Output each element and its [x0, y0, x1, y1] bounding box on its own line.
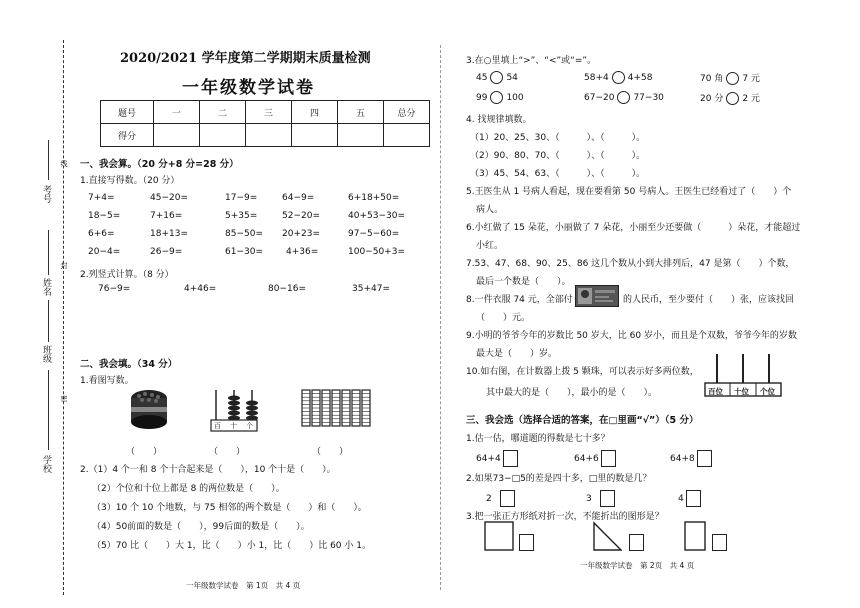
score-header-cell: 总分 — [384, 101, 430, 124]
calc-item: 5+35= — [225, 211, 258, 221]
compare-right: 2 元 — [742, 94, 760, 104]
stick-bundle-picture — [127, 388, 171, 430]
choice-checkbox[interactable] — [503, 450, 518, 467]
answer-blank[interactable]: （ ） — [312, 447, 349, 457]
choice-checkbox[interactable] — [600, 490, 615, 507]
margin-fill-line — [48, 140, 49, 180]
calc-item: 61−30= — [225, 247, 263, 257]
section2-q2-line: （5）70 比（ ）大 1，比（ ）小 1，比（ ）比 60 小 1。 — [92, 541, 371, 551]
calc-item: 6+18+50= — [348, 193, 400, 203]
q8-line-start: 8.一件衣服 74 元，全部付 — [466, 295, 573, 305]
calc-item: 40+53−30= — [348, 211, 405, 221]
compare-right: 54 — [506, 73, 518, 83]
compare-left: 58+4 — [584, 73, 609, 83]
q5-line: 病人。 — [476, 205, 504, 215]
q10-line: 10.如右图，在计数器上拨 5 颗珠，可以表示好多两位数， — [466, 367, 699, 377]
answer-blank[interactable]: （ ） — [126, 447, 163, 457]
choice-checkbox[interactable] — [519, 534, 534, 551]
compare-right: 4+58 — [627, 73, 653, 83]
abacus-label-ones: 个位 — [760, 387, 775, 396]
vertical-calc-item: 35+47= — [352, 284, 390, 294]
margin-xian: 线 — [60, 160, 68, 167]
score-header-cell: 二 — [200, 101, 246, 124]
section1-q2-title: 2.列竖式计算。（8 分） — [80, 270, 174, 280]
score-cell[interactable] — [384, 124, 430, 147]
s3-q2: 2.如果73−□5的差是四十多，□里的数是几？ — [466, 474, 652, 484]
choice-option — [678, 490, 703, 507]
choice-checkbox[interactable] — [686, 490, 701, 507]
binding-line — [63, 40, 64, 595]
rectangle-shape — [684, 521, 708, 551]
q4-item: （1）20、25、30、（ ）、（ ）。 — [470, 133, 646, 143]
compare-right: 77−30 — [633, 93, 664, 103]
compare-circle[interactable] — [490, 91, 503, 104]
section2-q2-line: （4）50前面的数是（ ），99后面的数是（ ）。 — [92, 522, 310, 532]
choice-text: 4 — [678, 494, 684, 504]
compare-item — [584, 71, 652, 84]
compare-circle[interactable] — [490, 71, 503, 84]
vertical-calc-item: 4+46= — [184, 284, 217, 294]
calc-item: 64−9= — [282, 193, 315, 203]
compare-circle[interactable] — [612, 71, 625, 84]
left-footer: 一年级数学试卷 第 1页 共 4 页 — [186, 581, 301, 590]
s3-q3: 3.把一张正方形纸对折一次，不能折出的图形是？ — [466, 512, 664, 522]
section2-q1-title: 1.看图写数。 — [80, 376, 134, 386]
calc-item: 85−50= — [225, 229, 263, 239]
compare-left: 67−20 — [584, 93, 615, 103]
calc-item: 4+36= — [286, 247, 319, 257]
choice-text: 64+6 — [574, 454, 599, 464]
score-table-header-row — [101, 101, 430, 124]
exam-title: 2020/2021 学年度第二学期期末质量检测 — [120, 51, 371, 66]
q6-line: 小红。 — [476, 241, 504, 251]
right-page — [440, 0, 860, 608]
section1-q1-title: 1.直接写得数。（20 分） — [80, 176, 180, 186]
compare-right: 100 — [506, 93, 524, 103]
choice-option — [670, 450, 714, 467]
compare-item — [476, 71, 518, 84]
answer-blank[interactable]: （ ） — [209, 447, 246, 457]
calc-item: 52−20= — [282, 211, 320, 221]
section1-title: 一、我会算。（20 分+8 分=28 分） — [80, 159, 239, 170]
q7-line: 最后一个数是（ ）。 — [476, 277, 571, 287]
score-cell[interactable] — [200, 124, 246, 147]
choice-text: 64+4 — [476, 454, 501, 464]
q4-title: 4. 找规律填数。 — [466, 115, 532, 125]
section2-title: 二、我会填。（34 分） — [80, 359, 178, 370]
q10-line: 其中最大的是（ ），最小的是（ ）。 — [486, 388, 658, 398]
score-table — [100, 100, 430, 147]
choice-option — [476, 450, 520, 467]
compare-item — [476, 91, 524, 104]
compare-item — [700, 91, 760, 105]
compare-left: 45 — [476, 73, 488, 83]
score-header-cell: 五 — [338, 101, 384, 124]
compare-item — [700, 71, 760, 85]
score-header-cell: 一 — [154, 101, 200, 124]
q9-line: 最大是（ ）岁。 — [476, 349, 558, 359]
hundred-blocks-picture — [300, 386, 380, 430]
calc-item: 45−20= — [150, 193, 188, 203]
calc-item: 18+13= — [150, 229, 188, 239]
square-shape — [484, 521, 514, 551]
score-header-cell: 题号 — [101, 101, 154, 124]
compare-circle[interactable] — [617, 91, 630, 104]
triangle-shape — [592, 521, 622, 551]
q5-line: 5.王医生从 1 号病人看起，现在要看第 50 号病人。王医生已经看过了（ ）个 — [466, 187, 792, 197]
compare-left: 70 角 — [700, 74, 724, 84]
choice-checkbox[interactable] — [697, 450, 712, 467]
compare-circle[interactable] — [726, 72, 739, 85]
q9-line: 9.小明的爷爷今年的岁数比 50 岁大，比 60 岁小，而且是个双数，爷爷今年的岁数 — [466, 331, 797, 341]
vertical-calc-item: 80−16= — [268, 284, 306, 294]
choice-text: 64+8 — [670, 454, 695, 464]
choice-checkbox[interactable] — [601, 450, 616, 467]
calc-item: 6+6= — [88, 229, 115, 239]
calc-item: 20−4= — [88, 247, 121, 257]
calc-item: 7+16= — [150, 211, 183, 221]
score-cell[interactable] — [292, 124, 338, 147]
choice-text: 3 — [586, 494, 592, 504]
margin-fill-line — [48, 300, 49, 342]
calc-item: 26−9= — [150, 247, 183, 257]
section3-title: 三、我会选（选择合适的答案，在□里画“√”）（5 分） — [466, 415, 699, 426]
q8-line-end: 的人民币，至少要付（ ）张，应该找回 — [623, 295, 795, 305]
score-cell[interactable] — [338, 124, 384, 147]
score-header-cell: 三 — [246, 101, 292, 124]
q4-item: （3）45、54、63、（ ）、（ ）。 — [470, 169, 646, 179]
abacus-label-hundreds: 百位 — [708, 387, 723, 396]
abacus-label-tens: 十位 — [734, 387, 749, 396]
s3-q1: 1.估一估，哪道题的得数是七十多？ — [466, 434, 610, 444]
score-cell[interactable] — [246, 124, 292, 147]
calc-item: 20+23= — [282, 229, 320, 239]
choice-option — [486, 490, 517, 507]
choice-option — [586, 490, 617, 507]
right-footer: 一年级数学试卷 第 2页 共 4 页 — [580, 561, 695, 570]
margin-fill-line — [48, 370, 49, 450]
choice-text: 2 — [486, 494, 492, 504]
choice-checkbox[interactable] — [500, 490, 515, 507]
compare-left: 20 分 — [700, 94, 724, 104]
q7-line: 7.53、47、68、90、25、86 这几个数从小到大排列后，47 是第（ ）个数， — [466, 259, 795, 269]
margin-xingming: 姓名 — [41, 278, 51, 296]
q4-item: （2）90、80、70、（ ）、（ ）。 — [470, 151, 646, 161]
margin-fill-line — [48, 230, 49, 275]
frame-label-tens: 十 — [230, 422, 237, 430]
margin-xuexiao: 学校 — [41, 455, 51, 473]
compare-left: 99 — [476, 93, 488, 103]
margin-banji: 班级 — [41, 345, 51, 363]
section2-q2-line: （3）10 个 10 个地数，与 75 相邻的两个数是（ ）和（ ）。 — [92, 503, 367, 513]
choice-checkbox[interactable] — [712, 534, 727, 551]
compare-right: 7 元 — [742, 74, 760, 84]
q3-title: 3.在○里填上“>”、“<”或“=”。 — [466, 56, 597, 66]
section2-q2-line: （2）个位和十位上都是 8 的两位数是（ ）。 — [92, 484, 285, 494]
choice-checkbox[interactable] — [629, 534, 644, 551]
compare-circle[interactable] — [726, 92, 739, 105]
vertical-calc-item: 76−9= — [98, 284, 131, 294]
score-row-label: 得分 — [101, 124, 154, 147]
calc-item: 100−50+3= — [348, 247, 405, 257]
calc-item: 17−9= — [225, 193, 258, 203]
q8-line: （ ）元。 — [476, 313, 531, 323]
frame-label-hundreds: 百 — [214, 422, 221, 430]
score-table-score-row — [101, 124, 430, 147]
margin-mi: 密 — [60, 395, 68, 402]
choice-option — [574, 450, 618, 467]
score-header-cell: 四 — [292, 101, 338, 124]
score-cell[interactable] — [154, 124, 200, 147]
calc-item: 18−5= — [88, 211, 121, 221]
calc-item: 97−5−60= — [348, 229, 400, 239]
compare-item — [584, 91, 664, 104]
margin-feng: 封 — [60, 262, 68, 269]
section2-q2-line: 2.（1）4 个一和 8 个十合起来是（ ），10 个十是（ ）。 — [80, 465, 336, 475]
calc-item: 7+4= — [88, 193, 115, 203]
margin-kaohao: 考号 — [41, 185, 51, 203]
banknote-image — [575, 285, 619, 307]
exam-subtitle: 一年级数学试卷 — [182, 78, 315, 98]
frame-label-ones: 个 — [246, 422, 253, 430]
q6-line: 6.小红做了 15 朵花，小丽做了 7 朵花，小丽至少还要做（ ）朵花，才能超过 — [466, 223, 801, 233]
